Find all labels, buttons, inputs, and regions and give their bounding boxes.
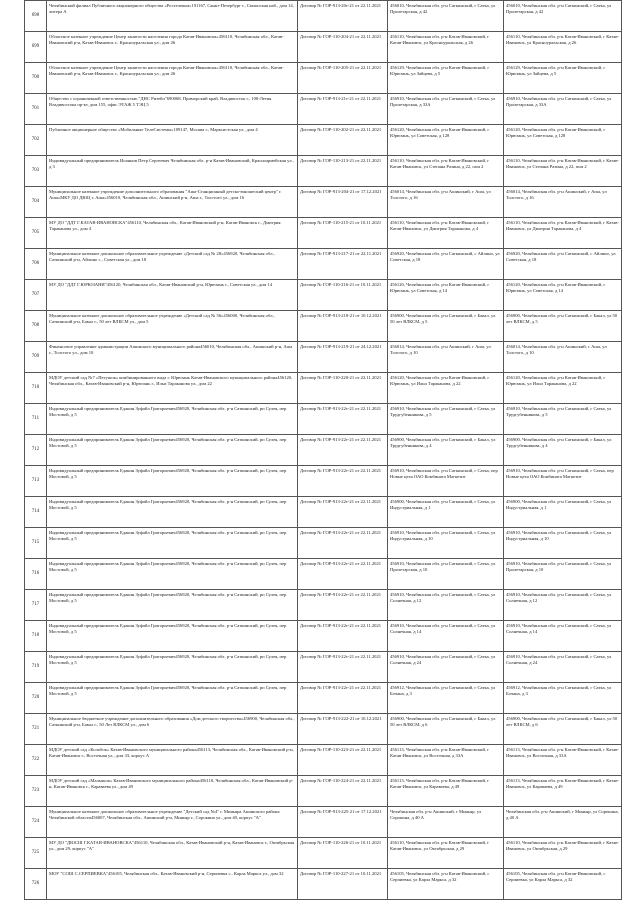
row-number: 726 bbox=[25, 869, 47, 900]
table-row bbox=[25, 404, 622, 435]
organization-cell: МОУ "СОШ С.СЕРПИЕВКА"456105, Челябинская обл., Катав-Ивановский р-н, Серпиевка с., Карла Маркса ул., дом 32 bbox=[47, 869, 298, 900]
object-address-cell: 456912, Челябинская обл. р-н Саткинский, г Сатка, ул Бочана, д 3 bbox=[388, 683, 504, 714]
location-cell: 456110, Челябинская обл. р-н Катав-Ивановский, г Катав-Ивановск, ул Степана Разина, д 22, пом 2 bbox=[504, 156, 622, 187]
row-number: 710 bbox=[25, 373, 47, 404]
organization-cell: Индивидуальный предприниматель Едакин Зуфайл Григорьевич456920, Челябинская обл. р-н Саткинский, рп Сулея, пер Мостовой, д 5 bbox=[47, 621, 298, 652]
row-number: 720 bbox=[25, 683, 47, 714]
location-cell: 456900, Челябинская обл. р-н Саткинский, г Бакал, ул 50 лет ВЛКСМ, д 5 bbox=[504, 311, 622, 342]
organization-cell: Индивидуальный предприниматель Едакин Зуфайл Григорьевич456920, Челябинская обл. р-н Саткинский, рп Сулея, пер Мостовой, д 5 bbox=[47, 652, 298, 683]
row-number: 705 bbox=[25, 218, 47, 249]
contract-cell: Договор № ГОР-913-22т-21 от 22.11.2021 bbox=[298, 466, 388, 497]
organization-cell: Индивидуальный предприниматель Едакин Зуфайл Григорьевич456920, Челябинская обл. р-н Саткинский, рп Сулея, пер Мостовой, д 5 bbox=[47, 497, 298, 528]
row-number: 706 bbox=[25, 249, 47, 280]
location-cell: 456110, Челябинская обл. р-н Катав-Ивановский, г Катав-Ивановск, ул Дмитрия Тараканова, д 4 bbox=[504, 218, 622, 249]
table-row bbox=[25, 683, 622, 714]
organization-cell: Общество с ограниченной ответственностью "ДНС Ритейл"690068, Приморский край, Владивосток г., 100-Летия Владивостока пр-кт, дом 155, офис ЭТАЖ 5 ТЭЦ 5 bbox=[47, 94, 298, 125]
contract-cell: Договор № ГОР-913-20т-21 от 22.11.2021 bbox=[298, 1, 388, 32]
row-number: 703 bbox=[25, 156, 47, 187]
object-address-cell: 456110, Челябинская обл. р-н Катав-Ивановский, г Катав-Ивановск, ул Октябрьская, д 29 bbox=[388, 838, 504, 869]
object-address-cell: 456113, Челябинская обл. р-н Катав-Ивановский, г Катав-Ивановск, ул Караваева, д 49 bbox=[388, 776, 504, 807]
organization-cell: Индивидуальный предприниматель Едакин Зуфайл Григорьевич456920, Челябинская обл. р-н Саткинский, рп Сулея, пер Мостовой, д 5 bbox=[47, 590, 298, 621]
table-row bbox=[25, 621, 622, 652]
contract-cell: Договор № ГОР-913-222-21 от 10.12.2021 bbox=[298, 714, 388, 745]
contract-cell: Договор № ГОР-913-22т-21 от 22.11.2021 bbox=[298, 621, 388, 652]
organization-cell: МДОУ детский сад №7 «Петушок» комбинированного вида г. Юрюзань Катав-Ивановского муниципального района456120, Челябинская обл., Катав-Ивановский р-н, Юрюзань г., Ильи Тараканова ул., дом 22 bbox=[47, 373, 298, 404]
location-cell: 456910, Челябинская обл. р-н Саткинский, г Сатка, ул Солнечная, д 12 bbox=[504, 590, 622, 621]
object-address-cell: 456110, Челябинская обл. р-н Катав-Ивановский, г Катав-Ивановск, ул Степана Разина, д 22, пом 2 bbox=[388, 156, 504, 187]
organization-cell: Муниципальное казенное дошкольное образовательное учреждение «Детский сад № 28»456920, Челябинская обл., Саткинский р-н, Айлино с., Советская ул., дом 18 bbox=[47, 249, 298, 280]
object-address-cell: 456910, Челябинская обл. р-н Саткинский, г Сатка, ул Индустриальная, д 10 bbox=[388, 528, 504, 559]
object-address-cell: 456105, Челябинская обл. р-н Катав-Ивановский, с Серпиевка, ул Карла Маркса, д 32 bbox=[388, 869, 504, 900]
contract-cell: Договор № ГОР-913-22т-21 от 22.11.2021 bbox=[298, 559, 388, 590]
contract-cell: Договор № ГОР-913-22т-21 от 22.11.2021 bbox=[298, 404, 388, 435]
location-cell: 456910, Челябинская обл. р-н Саткинский, г Сатка, ул Пролетарская, д 33А bbox=[504, 94, 622, 125]
table-row bbox=[25, 745, 622, 776]
contract-cell: Договор № ГОР-913-22т-21 от 22.11.2021 bbox=[298, 497, 388, 528]
organization-cell: МУ ДО "ДЮСШ Г.КАТАВ-ИВАНОВСКА"456110, Челябинская обл., Катав-Ивановский р-н, Катав-Ивановск г., Октябрьская ул., дом 29, корпус "А" bbox=[47, 838, 298, 869]
row-number: 701 bbox=[25, 94, 47, 125]
table-row bbox=[25, 652, 622, 683]
object-address-cell: 456910, Челябинская обл. р-н Саткинский, г Сатка, ул Солнечная, д 24 bbox=[388, 652, 504, 683]
contract-cell: Договор № ГОР-110-205-21 от 22.11.2021 bbox=[298, 63, 388, 94]
contract-cell: Договор № ГОР-110-204-21 от 22.11.2021 bbox=[298, 32, 388, 63]
table-row bbox=[25, 1, 622, 32]
object-address-cell: 456110, Челябинская обл. р-н Катав-Ивановский, г Катав-Ивановск, ул Дмитрия Тараканова, д 4 bbox=[388, 218, 504, 249]
organization-cell: Областное казенное учреждение Центр занятости населения города Катав-Ивановска»456110, Челябинская обл., Катав-Ивановский р-н, Катав-Ивановск г., Красноуральская ул., дом 26 bbox=[47, 63, 298, 94]
object-address-cell: 456129, Челябинская обл. р-н Катав-Ивановский, г Юрюзань, ул Зайцева, д 5 bbox=[388, 63, 504, 94]
row-number: 717 bbox=[25, 590, 47, 621]
location-cell: 456110, Челябинская обл. р-н Катав-Ивановский, г Катав-Ивановск, ул Октябрьская, д 29 bbox=[504, 838, 622, 869]
row-number: 714 bbox=[25, 497, 47, 528]
table-row bbox=[25, 280, 622, 311]
object-address-cell: 456900, Челябинская обл. р-н Саткинский, г Бакал, ул 50 лет ВЛКСМ, д 5 bbox=[388, 311, 504, 342]
contract-cell: Договор № ГОР-110-216-21 от 10.11.2021 bbox=[298, 280, 388, 311]
object-address-cell: 456120, Челябинская обл. р-н Катав-Ивановский, г Юрюзань, ул Советская, д 128 bbox=[388, 125, 504, 156]
table-row bbox=[25, 435, 622, 466]
row-number: 707 bbox=[25, 280, 47, 311]
object-address-cell: 456910, Челябинская обл. р-н Саткинский, г Сатка, ул Пролетарская, д 33А bbox=[388, 94, 504, 125]
contract-cell: Договор № ГОР-110-223-21 от 22.11.2021 bbox=[298, 745, 388, 776]
location-cell: 456120, Челябинская обл. р-н Катав-Ивановский, г Юрюзань, ул Советская, д 128 bbox=[504, 125, 622, 156]
row-number: 713 bbox=[25, 466, 47, 497]
object-address-cell: 456910, Челябинская обл. р-н Саткинский, г Сатка, пер Новые цеха ОАО Комбината Магнезит bbox=[388, 466, 504, 497]
organization-cell: Муниципальное казенное дошкольное образовательное учреждение «Детский сад № 56»456000, Челябинская обл., Саткинский р-н, Бакал г., 50 лет ВЛКСМ ул., дом 5 bbox=[47, 311, 298, 342]
contract-cell: Договор № ГОР-913-22т-21 от 22.11.2021 bbox=[298, 435, 388, 466]
location-cell: 456912, Челябинская обл. р-н Саткинский, г Сатка, ул Бочана, д 3 bbox=[504, 683, 622, 714]
registry-body bbox=[25, 1, 622, 900]
object-address-cell: Челябинская обл. р-н Ашинский, г Миньяр, ул Сорокина, д 40 А bbox=[388, 807, 504, 838]
organization-cell: Индивидуальный предприниматель Едакин Зуфайл Григорьевич456920, Челябинская обл. р-н Саткинский, рп Сулея, пер Мостовой, д 5 bbox=[47, 559, 298, 590]
contract-cell: Договор № ГОР-913-22т-21 от 22.11.2021 bbox=[298, 683, 388, 714]
location-cell: Челябинская обл. р-н Ашинский, г Миньяр, ул Сорокина, д 40 А bbox=[504, 807, 622, 838]
row-number: 699 bbox=[25, 32, 47, 63]
object-address-cell: 456900, Челябинская обл. р-н Саткинский, г Сатка, ул Индустриальная, д 1 bbox=[388, 497, 504, 528]
contract-cell: Договор № ГОР-913-204-21 от 17.12.2021 bbox=[298, 187, 388, 218]
organization-cell: МУ ДО "ДДТ Г.ЮРЮЗАНИ"456120, Челябинская обл., Катав-Ивановский р-н, Юрюзань г., Советская ул., дом 14 bbox=[47, 280, 298, 311]
row-number: 725 bbox=[25, 838, 47, 869]
table-row bbox=[25, 32, 622, 63]
contract-cell: Договор № ГОР-913-217-21 от 22.11.2021 bbox=[298, 249, 388, 280]
row-number: 722 bbox=[25, 745, 47, 776]
contract-cell: Договор № ГОР-110-202-21 от 22.11.2021 bbox=[298, 125, 388, 156]
registry-table bbox=[24, 0, 622, 900]
contract-cell: Договор № ГОР-110-220-21 от 22.11.2021 bbox=[298, 373, 388, 404]
contract-cell: Договор № ГОР-913-225-21 от 17.12.2021 bbox=[298, 807, 388, 838]
object-address-cell: 456910, Челябинская обл. р-н Саткинский, г Сатка, ул Солнечная, д 14 bbox=[388, 621, 504, 652]
table-row bbox=[25, 218, 622, 249]
organization-cell: Областное казенное учреждение Центр занятости населения города Катав-Ивановска»456110, Челябинская обл., Катав-Ивановский р-н, Катав-Ивановск г., Красноуральская ул., дом 26 bbox=[47, 32, 298, 63]
object-address-cell: 456113, Челябинская обл. р-н Катав-Ивановский, г Катав-Ивановск, ул Восточная, д 33А bbox=[388, 745, 504, 776]
organization-cell: Муниципальное казенное учреждение дополнительного образования "Аша-Станционный детско-юношеский центр" г. Аша»МКУ ДО ДЮЦ г. Аша»456010, Челябинская обл., Ашинский р-н, Аша г., Толстого ул., дом 16 bbox=[47, 187, 298, 218]
organization-cell: Муниципальное казенное дошкольное образовательное учреждение "Детский сад №4" г. Миньяра Ашинского района Челябинской области456007, Челябинская обл., Ашинский р-н, Миньяр г., Сорокина ул., дом 40, корпус "А" bbox=[47, 807, 298, 838]
table-row bbox=[25, 311, 622, 342]
row-number: 719 bbox=[25, 652, 47, 683]
row-number: 718 bbox=[25, 621, 47, 652]
object-address-cell: 456110, Челябинская обл. р-н Катав-Ивановский, г Катав-Ивановск, ул Красноуральская, д 26 bbox=[388, 32, 504, 63]
table-row bbox=[25, 63, 622, 94]
row-number: 716 bbox=[25, 559, 47, 590]
object-address-cell: 456010, Челябинская обл. р-н Саткинский, г Сатка, ул Пролетарская, д 42 bbox=[388, 1, 504, 32]
location-cell: 456900, Челябинская обл. р-н Саткинский, г Сатка, ул Индустриальная, д 1 bbox=[504, 497, 622, 528]
table-row bbox=[25, 776, 622, 807]
organization-cell: МУ ДО "ДДТ Г.КАТАВ-ИВАНОВСКА"456110, Челябинская обл., Катав-Ивановский р-н, Катав-Ивановск г., Дмитрия Тараканова ул., дом 4 bbox=[47, 218, 298, 249]
location-cell: 456900, Челябинская обл. р-н Саткинский, г Бакал, ул Трудгубенникова, д 4 bbox=[504, 435, 622, 466]
table-row bbox=[25, 714, 622, 745]
row-number: 724 bbox=[25, 807, 47, 838]
object-address-cell: 456014, Челябинская обл. р-н Ашинский, г Аша, ул Толстого, д 10 bbox=[388, 342, 504, 373]
location-cell: 456105, Челябинская обл. р-н Катав-Ивановский, с Серпиевка, ул Карла Маркса, д 32 bbox=[504, 869, 622, 900]
table-row bbox=[25, 869, 622, 900]
location-cell: 456910, Челябинская обл. р-н Саткинский, г Сатка, ул Индустриальная, д 10 bbox=[504, 528, 622, 559]
table-row bbox=[25, 187, 622, 218]
organization-cell: МДОУ детский сад «Колобок» Катав-Ивановского муниципального района456113, Челябинская обл., Катав-Ивановский р-н, Катав-Ивановск г., Восточная ул., дом 33, корпус А bbox=[47, 745, 298, 776]
object-address-cell: 456910, Челябинская обл. р-н Саткинский, г Сатка, ул Трудгубенникова, д 5 bbox=[388, 404, 504, 435]
row-number: 709 bbox=[25, 342, 47, 373]
table-row bbox=[25, 249, 622, 280]
organization-cell: Публичное акционерное общество «Мобильные ТелеСистемы»109147, Москва г., Марксистская ул., дом 4 bbox=[47, 125, 298, 156]
row-number: 712 bbox=[25, 435, 47, 466]
object-address-cell: 456120, Челябинская обл. р-н Катав-Ивановский, г Юрюзань, ул Советская, д 14 bbox=[388, 280, 504, 311]
table-row bbox=[25, 466, 622, 497]
location-cell: 456014, Челябинская обл. р-н Ашинский, г Аша, ул Толстого, д 10 bbox=[504, 342, 622, 373]
organization-cell: Индивидуальный предприниматель Едакин Зуфайл Григорьевич456920, Челябинская обл. р-н Саткинский, рп Сулея, пер Мостовой, д 5 bbox=[47, 435, 298, 466]
organization-cell: МДОУ детский сад «Малышок» Катав-Ивановского муниципального района456110, Челябинская обл., Катав-Ивановский р-н, Катав-Ивановск г., Караваева ул., дом 49 bbox=[47, 776, 298, 807]
contract-cell: Договор № ГОР-110-224-21 от 22.11.2021 bbox=[298, 776, 388, 807]
location-cell: 456120, Челябинская обл. р-н Катав-Ивановский, г Юрюзань, ул Советская, д 14 bbox=[504, 280, 622, 311]
table-row bbox=[25, 373, 622, 404]
row-number: 723 bbox=[25, 776, 47, 807]
organization-cell: Челябинский филиал Публичного акционерного общества «Ростелеком»191167, Санкт-Петербург г., Синопская наб., дом 14, литера А bbox=[47, 1, 298, 32]
contract-cell: Договор № ГОР-110-227-21 от 10.11.2021 bbox=[298, 869, 388, 900]
location-cell: 456920, Челябинская обл. р-н Саткинский, с Айлино, ул Советская, д 18 bbox=[504, 249, 622, 280]
location-cell: 456010, Челябинская обл. р-н Саткинский, г Сатка, ул Пролетарская, д 42 bbox=[504, 1, 622, 32]
row-number: 704 bbox=[25, 187, 47, 218]
contract-cell: Договор № ГОР-913-219-21 от 24.12.2021 bbox=[298, 342, 388, 373]
location-cell: 456129, Челябинская обл. р-н Катав-Ивановский, г Юрюзань, ул Зайцева, д 5 bbox=[504, 63, 622, 94]
row-number: 708 bbox=[25, 311, 47, 342]
object-address-cell: 456014, Челябинская обл. р-н Ашинский, г Аша, ул Толстого, д 16 bbox=[388, 187, 504, 218]
location-cell: 456110, Челябинская обл. р-н Катав-Ивановский, г Катав-Ивановск, ул Красноуральская, д 26 bbox=[504, 32, 622, 63]
row-number: 721 bbox=[25, 714, 47, 745]
location-cell: 456120, Челябинская обл. р-н Катав-Ивановский, г Юрюзань, ул Ильи Тараканова, д 22 bbox=[504, 373, 622, 404]
object-address-cell: 456910, Челябинская обл. р-н Саткинский, г Сатка, ул Солнечная, д 12 bbox=[388, 590, 504, 621]
table-row bbox=[25, 94, 622, 125]
contract-cell: Договор № ГОР-110-226-21 от 10.11.2021 bbox=[298, 838, 388, 869]
contract-cell: Договор № ГОР-913-21т-21 от 22.11.2021 bbox=[298, 94, 388, 125]
location-cell: 456900, Челябинская обл. р-н Саткинский, г Бакал, ул 50 лет ВЛКСМ, д 6 bbox=[504, 714, 622, 745]
organization-cell: Индивидуальный предприниматель Едакин Зуфайл Григорьевич456920, Челябинская обл. р-н Саткинский, рп Сулея, пер Мостовой, д 5 bbox=[47, 683, 298, 714]
contract-cell: Договор № ГОР-913-22т-21 от 22.11.2021 bbox=[298, 528, 388, 559]
organization-cell: Индивидуальный предприниматель Едакин Зуфайл Григорьевич456920, Челябинская обл. р-н Саткинский, рп Сулея, пер Мостовой, д 5 bbox=[47, 528, 298, 559]
object-address-cell: 456120, Челябинская обл. р-н Катав-Ивановский, г Юрюзань, ул Ильи Тараканова, д 22 bbox=[388, 373, 504, 404]
table-row bbox=[25, 528, 622, 559]
location-cell: 456910, Челябинская обл. р-н Саткинский, г Сатка, ул Солнечная, д 14 bbox=[504, 621, 622, 652]
location-cell: 456910, Челябинская обл. р-н Саткинский, г Сатка, ул Трудгубенникова, д 5 bbox=[504, 404, 622, 435]
contract-cell: Договор № ГОР-110-213-21 от 22.11.2021 bbox=[298, 156, 388, 187]
location-cell: 456910, Челябинская обл. р-н Саткинский, г Сатка, пер Новые цеха ОАО Комбината Магнезит bbox=[504, 466, 622, 497]
table-row bbox=[25, 559, 622, 590]
row-number: 700 bbox=[25, 63, 47, 94]
table-row bbox=[25, 497, 622, 528]
table-row bbox=[25, 342, 622, 373]
location-cell: 456113, Челябинская обл. р-н Катав-Ивановский, г Катав-Ивановск, ул Восточная, д 33А bbox=[504, 745, 622, 776]
object-address-cell: 456920, Челябинская обл. р-н Саткинский, с Айлино, ул Советская, д 18 bbox=[388, 249, 504, 280]
contract-cell: Договор № ГОР-110-215-21 от 10.11.2021 bbox=[298, 218, 388, 249]
table-row bbox=[25, 590, 622, 621]
organization-cell: Индивидуальный предприниматель Иоаннов Петр Сергеевич Челябинская обл. р-н Катав-Ивановский, Красноармейская ул., д 3 bbox=[47, 156, 298, 187]
table-row bbox=[25, 156, 622, 187]
contract-cell: Договор № ГОР-913-22т-21 от 22.11.2021 bbox=[298, 652, 388, 683]
contract-cell: Договор № ГОР-913-218-21 от 10.12.2021 bbox=[298, 311, 388, 342]
organization-cell: Индивидуальный предприниматель Едакин Зуфайл Григорьевич456920, Челябинская обл. р-н Саткинский, рп Сулея, пер Мостовой, д 5 bbox=[47, 404, 298, 435]
object-address-cell: 456910, Челябинская обл. р-н Саткинский, г Сатка, ул Пролетарская, д 10 bbox=[388, 559, 504, 590]
object-address-cell: 456900, Челябинская обл. р-н Саткинский, г Бакал, ул Трудгубенникова, д 4 bbox=[388, 435, 504, 466]
table-row bbox=[25, 838, 622, 869]
location-cell: 456014, Челябинская обл. р-н Ашинский, г Аша, ул Толстого, д 16 bbox=[504, 187, 622, 218]
row-number: 715 bbox=[25, 528, 47, 559]
object-address-cell: 456900, Челябинская обл. р-н Саткинский, г Бакал, ул 50 лет ВЛКСМ, д 6 bbox=[388, 714, 504, 745]
row-number: 711 bbox=[25, 404, 47, 435]
row-number: 702 bbox=[25, 125, 47, 156]
row-number: 698 bbox=[25, 1, 47, 32]
organization-cell: Индивидуальный предприниматель Едакин Зуфайл Григорьевич456920, Челябинская обл. р-н Саткинский, рп Сулея, пер Мостовой, д 5 bbox=[47, 466, 298, 497]
location-cell: 456113, Челябинская обл. р-н Катав-Ивановский, г Катав-Ивановск, ул Караваева, д 49 bbox=[504, 776, 622, 807]
table-row bbox=[25, 807, 622, 838]
organization-cell: Муниципальное бюджетное учреждение дополнительного образования «Дом детского творчества»456900, Челябинская обл., Саткинский р-н, Бакал г., 50 Лет ВЛКСМ ул., дом 6 bbox=[47, 714, 298, 745]
organization-cell: Финансовое управление администрации Ашинского муниципального района456010, Челябинская обл., Ашинский р-н, Аша г., Толстого ул., дом 10 bbox=[47, 342, 298, 373]
location-cell: 456910, Челябинская обл. р-н Саткинский, г Сатка, ул Солнечная, д 24 bbox=[504, 652, 622, 683]
table-row bbox=[25, 125, 622, 156]
location-cell: 456910, Челябинская обл. р-н Саткинский, г Сатка, ул Пролетарская, д 10 bbox=[504, 559, 622, 590]
contract-cell: Договор № ГОР-913-22т-21 от 22.11.2021 bbox=[298, 590, 388, 621]
